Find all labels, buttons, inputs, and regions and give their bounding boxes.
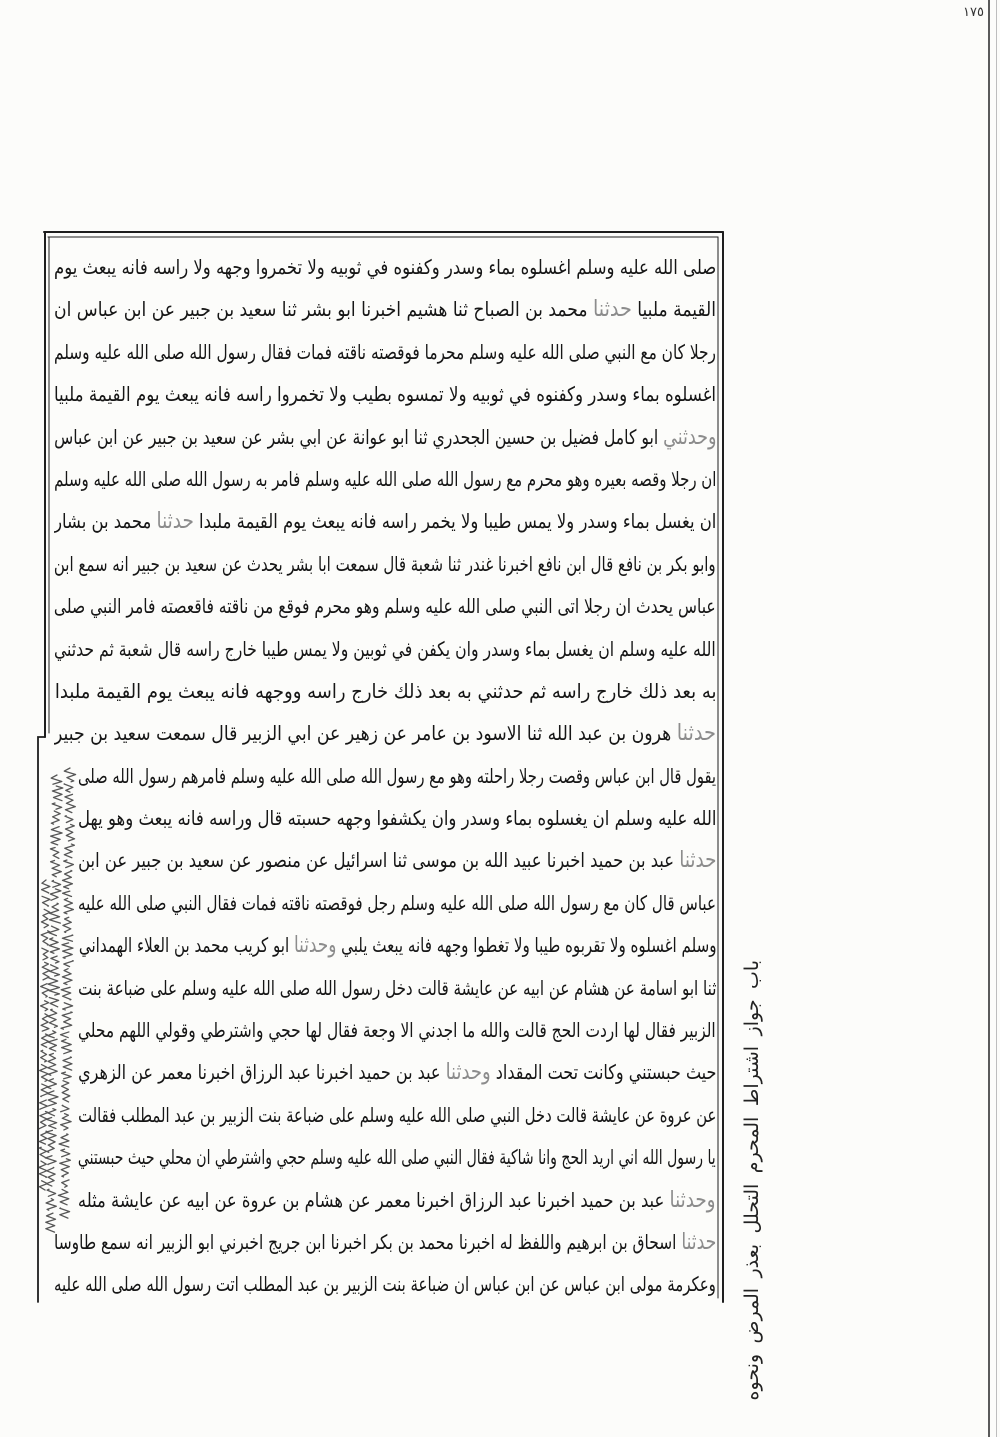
text-run: رجلا كان مع النبي صلى الله عليه وسلم محرما فوقصته ناقته فمات فقال رسول الله صلى الله عليه وسلم bbox=[54, 339, 716, 364]
line-text bbox=[78, 839, 716, 881]
text-run: يا رسول الله اني اريد الحج وانا شاكية فقال النبي صلى الله عليه وسلم حجي واشترطي ان محلي حيث حبستني bbox=[78, 1145, 716, 1170]
text-run: عباس قال كان مع رسول الله صلى الله عليه وسلم رجل فوقصته ناقته فمات فقال النبي صلى الله عليه bbox=[78, 890, 716, 915]
line-text bbox=[78, 1179, 716, 1221]
line-text bbox=[54, 246, 716, 288]
main-text-block bbox=[54, 246, 716, 1306]
text-run: به بعد ذلك خارج راسه ثم حدثني به بعد ذلك خارج راسه ووجهه فانه يبعث يوم القيمة ملبدا bbox=[54, 678, 716, 703]
line-text bbox=[54, 500, 716, 542]
manuscript-line bbox=[54, 628, 716, 670]
rubric-word: حدثنا bbox=[678, 847, 716, 874]
line-text bbox=[54, 331, 716, 373]
line-text bbox=[78, 882, 716, 924]
text-run: ابو كامل فضيل بن حسين الجحدري ثنا ابو عوانة عن ابي بشر عن سعيد بن جبير عن ابن عباس bbox=[54, 424, 663, 449]
line-text bbox=[54, 712, 716, 754]
manuscript-line bbox=[54, 500, 716, 542]
line-text bbox=[78, 797, 716, 839]
rubric-word: حدثنا bbox=[676, 720, 716, 747]
manuscript-line bbox=[54, 1263, 716, 1305]
manuscript-line bbox=[78, 755, 716, 797]
text-run: عن عروة عن عايشة قالت دخل النبي صلى الله عليه وسلم على ضباعة بنت الزبير بن عبد المطلب فقالت bbox=[78, 1102, 716, 1127]
manuscript-line bbox=[54, 331, 716, 373]
text-run: يقول قال ابن عباس وقصت رجلا راحلته وهو مع رسول الله صلى الله عليه وسلم فامرهم رسول الله صلى bbox=[78, 763, 716, 788]
manuscript-line bbox=[54, 458, 716, 500]
text-run: محمد بن بشار bbox=[54, 509, 157, 534]
manuscript-line bbox=[78, 882, 716, 924]
margin-chapter-heading bbox=[734, 960, 770, 1400]
manuscript-line bbox=[54, 416, 716, 458]
rubric-word: وحدثنا bbox=[445, 1059, 491, 1086]
text-run: عبد بن حميد اخبرنا عبيد الله بن موسى ثنا اسرائيل عن منصور عن سعيد بن جبير عن ابن bbox=[78, 848, 679, 873]
manuscript-line bbox=[54, 373, 716, 415]
manuscript-line bbox=[54, 670, 716, 712]
line-text bbox=[78, 1094, 716, 1136]
line-text bbox=[78, 1136, 716, 1178]
manuscript-line bbox=[54, 1221, 716, 1263]
manuscript-line bbox=[78, 1094, 716, 1136]
text-run: القيمة ملبيا bbox=[631, 297, 716, 322]
text-run: ثنا ابو اسامة عن هشام عن ابيه عن عايشة قالت دخل رسول الله صلى الله عليه وسلم على ضباعة بنت bbox=[78, 975, 716, 1000]
line-text bbox=[78, 924, 716, 966]
manuscript-line bbox=[78, 1136, 716, 1178]
manuscript-line bbox=[54, 246, 716, 288]
text-run: هرون بن عبد الله ثنا الاسود بن عامر عن زهير عن ابي الزبير قال سمعت سعيد بن جبير bbox=[54, 721, 677, 746]
line-text bbox=[54, 373, 716, 415]
text-run: وعكرمة مولى ابن عباس عن ابن عباس ان ضباعة بنت الزبير بن عبد المطلب اتت رسول الله صلى الله عليه bbox=[54, 1272, 716, 1297]
text-run: الزبير فقال لها اردت الحج قالت والله ما اجدني الا وجعة فقال لها حجي واشترطي وقولي اللهم محلي bbox=[78, 1018, 716, 1043]
rubric-word: حدثنا bbox=[680, 1228, 716, 1255]
text-run: الله عليه وسلم ان يغسل بماء وسدر وان يكفن في ثوبين ولا يمس طيبا خارج راسه قال شعبة ثم حدثني bbox=[54, 636, 716, 661]
line-text bbox=[54, 416, 716, 458]
manuscript-line bbox=[78, 1009, 716, 1051]
rubric-word: حدثنا bbox=[156, 508, 194, 535]
manuscript-line bbox=[78, 1179, 716, 1221]
text-run: حيث حبستني وكانت تحت المقداد bbox=[490, 1060, 716, 1085]
rubric-word: حدثنا bbox=[592, 296, 632, 323]
text-run: ان رجلا وقصه بعيره وهو محرم مع رسول الله صلى الله عليه وسلم فامر به رسول الله صلى الله عليه وسلم bbox=[54, 466, 716, 491]
text-run: صلى الله عليه وسلم اغسلوه بماء وسدر وكفنوه في ثوبيه ولا تخمروا وجهه ولا راسه فانه يبعث يوم bbox=[54, 255, 716, 279]
rubric-word: وحدثنا bbox=[669, 1186, 716, 1213]
manuscript-line bbox=[54, 712, 716, 754]
line-text bbox=[54, 1263, 716, 1305]
text-run: اغسلوه بماء وسدر وكفنوه في ثوبيه ولا تمسوه بطيب ولا تخمروا راسه فانه يبعث يوم القيمة ملبيا bbox=[54, 382, 716, 407]
line-text bbox=[54, 628, 716, 670]
manuscript-line bbox=[54, 585, 716, 627]
line-text bbox=[54, 1221, 716, 1263]
manuscript-line bbox=[78, 924, 716, 966]
rubric-word: وحدثنا bbox=[293, 932, 336, 959]
line-text bbox=[54, 670, 716, 712]
text-run: الله عليه وسلم ان يغسلوه بماء وسدر وان يكشفوا وجهه حسبته قال وراسه فانه يبعث وهو يهل bbox=[78, 806, 716, 831]
scan-edge-line bbox=[996, 0, 997, 1437]
line-text bbox=[54, 543, 716, 585]
page-number: ١٧٥ bbox=[963, 5, 984, 20]
margin-chapter-heading-text: باب جواز اشتراط المحرم التحلل بعذر المرض ونحوه bbox=[741, 960, 763, 1400]
line-text bbox=[54, 288, 716, 330]
text-run: اسحاق بن ابرهيم واللفظ له اخبرنا محمد بن بكر اخبرنا ابن جريج اخبرني ابو الزبير انه سمع طاوسا bbox=[54, 1229, 681, 1254]
line-text bbox=[54, 585, 716, 627]
text-run: محمد بن الصباح ثنا هشيم اخبرنا ابو بشر ثنا سعيد بن جبير عن ابن عباس ان bbox=[54, 297, 593, 322]
manuscript-line bbox=[54, 288, 716, 330]
text-run: ان يغسل بماء وسدر ولا يمس طيبا ولا يخمر راسه فانه يبعث يوم القيمة ملبدا bbox=[193, 509, 716, 534]
manuscript-line bbox=[78, 1051, 716, 1093]
manuscript-line bbox=[78, 839, 716, 881]
text-run: عبد بن حميد اخبرنا عبد الرزاق اخبرنا معمر عن هشام بن عروة عن ابيه عن عايشة مثله bbox=[78, 1187, 670, 1212]
rubric-word: وحدثني bbox=[662, 423, 716, 450]
text-run: عباس يحدث ان رجلا اتى النبي صلى الله عليه وسلم وهو محرم فوقع من ناقته فاقعصته فامر النبي صلى bbox=[54, 594, 716, 619]
manuscript-line bbox=[54, 543, 716, 585]
text-run: وسلم اغسلوه ولا تقربوه طيبا ولا تغطوا وجهه فانه يبعث يلبي bbox=[335, 933, 716, 958]
line-text bbox=[54, 458, 716, 500]
line-text bbox=[78, 755, 716, 797]
line-text bbox=[78, 1051, 716, 1093]
text-run: عبد بن حميد اخبرنا عبد الرزاق اخبرنا معمر عن الزهري bbox=[78, 1060, 446, 1085]
line-text bbox=[78, 967, 716, 1009]
manuscript-line bbox=[78, 797, 716, 839]
margin-gloss-stroke bbox=[39, 880, 50, 1190]
text-run: وابو بكر بن نافع قال ابن نافع اخبرنا غندر ثنا شعبة قال سمعت ابا بشر يحدث عن سعيد بن جبير انه سمع ابن bbox=[54, 551, 716, 576]
frame-left-step bbox=[38, 737, 45, 1302]
manuscript-line bbox=[78, 967, 716, 1009]
text-run: ابو كريب محمد بن العلاء الهمداني bbox=[78, 933, 294, 958]
scan-edge-line bbox=[988, 0, 990, 1437]
line-text bbox=[78, 1009, 716, 1051]
